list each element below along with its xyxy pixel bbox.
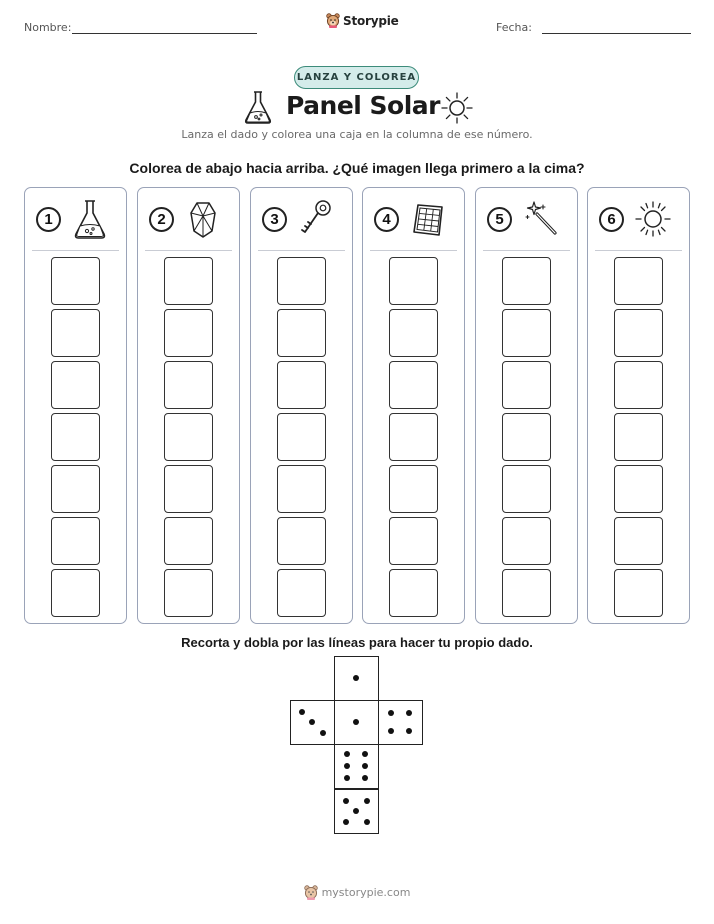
color-box[interactable] <box>614 413 663 461</box>
die-pip <box>388 728 394 734</box>
color-box[interactable] <box>502 257 551 305</box>
die-pip <box>406 728 412 734</box>
color-box[interactable] <box>51 309 100 357</box>
instruction-bottom: Recorta y dobla por las líneas para hacer tu propio dado. <box>181 635 533 650</box>
die-pip <box>299 709 305 715</box>
color-box[interactable] <box>502 309 551 357</box>
column-divider <box>258 250 345 251</box>
subtitle: Lanza el dado y colorea una caja en la columna de ese número. <box>181 128 533 141</box>
die-pip <box>364 819 370 825</box>
column-number: 3 <box>262 207 287 232</box>
title-row <box>0 89 714 127</box>
die-pip <box>362 775 368 781</box>
die-pip <box>344 763 350 769</box>
name-line[interactable] <box>72 33 257 34</box>
sun-icon <box>440 91 474 125</box>
die-face-1-center <box>334 700 379 745</box>
die-face-3 <box>290 700 335 745</box>
column-number: 1 <box>36 207 61 232</box>
die-face-1 <box>334 656 379 701</box>
die-face-5 <box>334 789 379 834</box>
key-icon <box>296 197 336 241</box>
color-box[interactable] <box>389 569 438 617</box>
color-box[interactable] <box>51 517 100 565</box>
instruction-top: Colorea de abajo hacia arriba. ¿Qué imagen llega primero a la cima? <box>129 160 585 176</box>
activity-badge: LANZA Y COLOREA <box>294 66 419 89</box>
color-box[interactable] <box>389 309 438 357</box>
die-pip <box>309 719 315 725</box>
color-box[interactable] <box>614 517 663 565</box>
color-box[interactable] <box>277 257 326 305</box>
bear-icon <box>304 885 318 900</box>
column-header <box>476 188 577 250</box>
color-box[interactable] <box>277 465 326 513</box>
magic-wand-icon <box>521 197 561 241</box>
solar-panel-icon <box>408 197 448 241</box>
color-box[interactable] <box>164 309 213 357</box>
die-pip <box>388 710 394 716</box>
column-header <box>25 188 126 250</box>
color-box[interactable] <box>277 413 326 461</box>
bear-icon <box>326 13 340 28</box>
crystal-icon <box>183 197 223 241</box>
color-box[interactable] <box>502 361 551 409</box>
page-title: Panel Solar <box>286 91 440 120</box>
flask-icon <box>70 197 110 241</box>
die-pip <box>362 751 368 757</box>
die-pip <box>353 675 359 681</box>
date-label: Fecha: <box>496 21 532 34</box>
color-box[interactable] <box>51 257 100 305</box>
color-box[interactable] <box>277 517 326 565</box>
column-header <box>588 188 689 250</box>
color-box[interactable] <box>389 257 438 305</box>
column-header <box>251 188 352 250</box>
color-box[interactable] <box>389 361 438 409</box>
color-box[interactable] <box>277 361 326 409</box>
die-pip <box>343 819 349 825</box>
die-pip <box>353 719 359 725</box>
column-6 <box>587 187 690 624</box>
color-box[interactable] <box>164 361 213 409</box>
color-box[interactable] <box>614 309 663 357</box>
die-pip <box>320 730 326 736</box>
column-divider <box>370 250 457 251</box>
flask-icon <box>242 89 274 125</box>
color-box[interactable] <box>614 257 663 305</box>
color-box[interactable] <box>502 465 551 513</box>
die-net <box>290 656 425 835</box>
column-2 <box>137 187 240 624</box>
column-number: 2 <box>149 207 174 232</box>
footer-url: mystorypie.com <box>321 886 411 899</box>
die-pip <box>343 798 349 804</box>
color-box[interactable] <box>277 569 326 617</box>
color-box[interactable] <box>164 257 213 305</box>
column-divider <box>483 250 570 251</box>
brand-name: Storypie <box>343 13 399 28</box>
die-pip <box>344 751 350 757</box>
die-face-6 <box>334 744 379 789</box>
color-box[interactable] <box>51 413 100 461</box>
color-box[interactable] <box>614 465 663 513</box>
header-bar <box>0 0 714 50</box>
color-box[interactable] <box>164 465 213 513</box>
color-box[interactable] <box>164 569 213 617</box>
date-line[interactable] <box>542 33 691 34</box>
color-box[interactable] <box>277 309 326 357</box>
color-box[interactable] <box>502 517 551 565</box>
column-3 <box>250 187 353 624</box>
die-pip <box>406 710 412 716</box>
die-pip <box>353 808 359 814</box>
column-1 <box>24 187 127 624</box>
color-box[interactable] <box>51 569 100 617</box>
color-box[interactable] <box>502 413 551 461</box>
column-header <box>363 188 464 250</box>
column-number: 4 <box>374 207 399 232</box>
die-pip <box>344 775 350 781</box>
color-box[interactable] <box>502 569 551 617</box>
column-number: 5 <box>487 207 512 232</box>
color-box[interactable] <box>51 361 100 409</box>
column-5 <box>475 187 578 624</box>
column-number: 6 <box>599 207 624 232</box>
color-box[interactable] <box>389 517 438 565</box>
column-divider <box>595 250 682 251</box>
color-box[interactable] <box>389 465 438 513</box>
color-box[interactable] <box>164 517 213 565</box>
column-divider <box>32 250 119 251</box>
name-label: Nombre: <box>24 21 72 34</box>
color-box[interactable] <box>614 569 663 617</box>
column-header <box>138 188 239 250</box>
color-box[interactable] <box>614 361 663 409</box>
sun-icon <box>633 197 673 241</box>
die-pip <box>364 798 370 804</box>
die-face-4 <box>378 700 423 745</box>
column-divider <box>145 250 232 251</box>
race-board <box>24 187 690 624</box>
footer <box>0 885 714 900</box>
color-box[interactable] <box>164 413 213 461</box>
brand-logo <box>326 13 399 28</box>
color-box[interactable] <box>389 413 438 461</box>
column-4 <box>362 187 465 624</box>
die-pip <box>362 763 368 769</box>
color-box[interactable] <box>51 465 100 513</box>
